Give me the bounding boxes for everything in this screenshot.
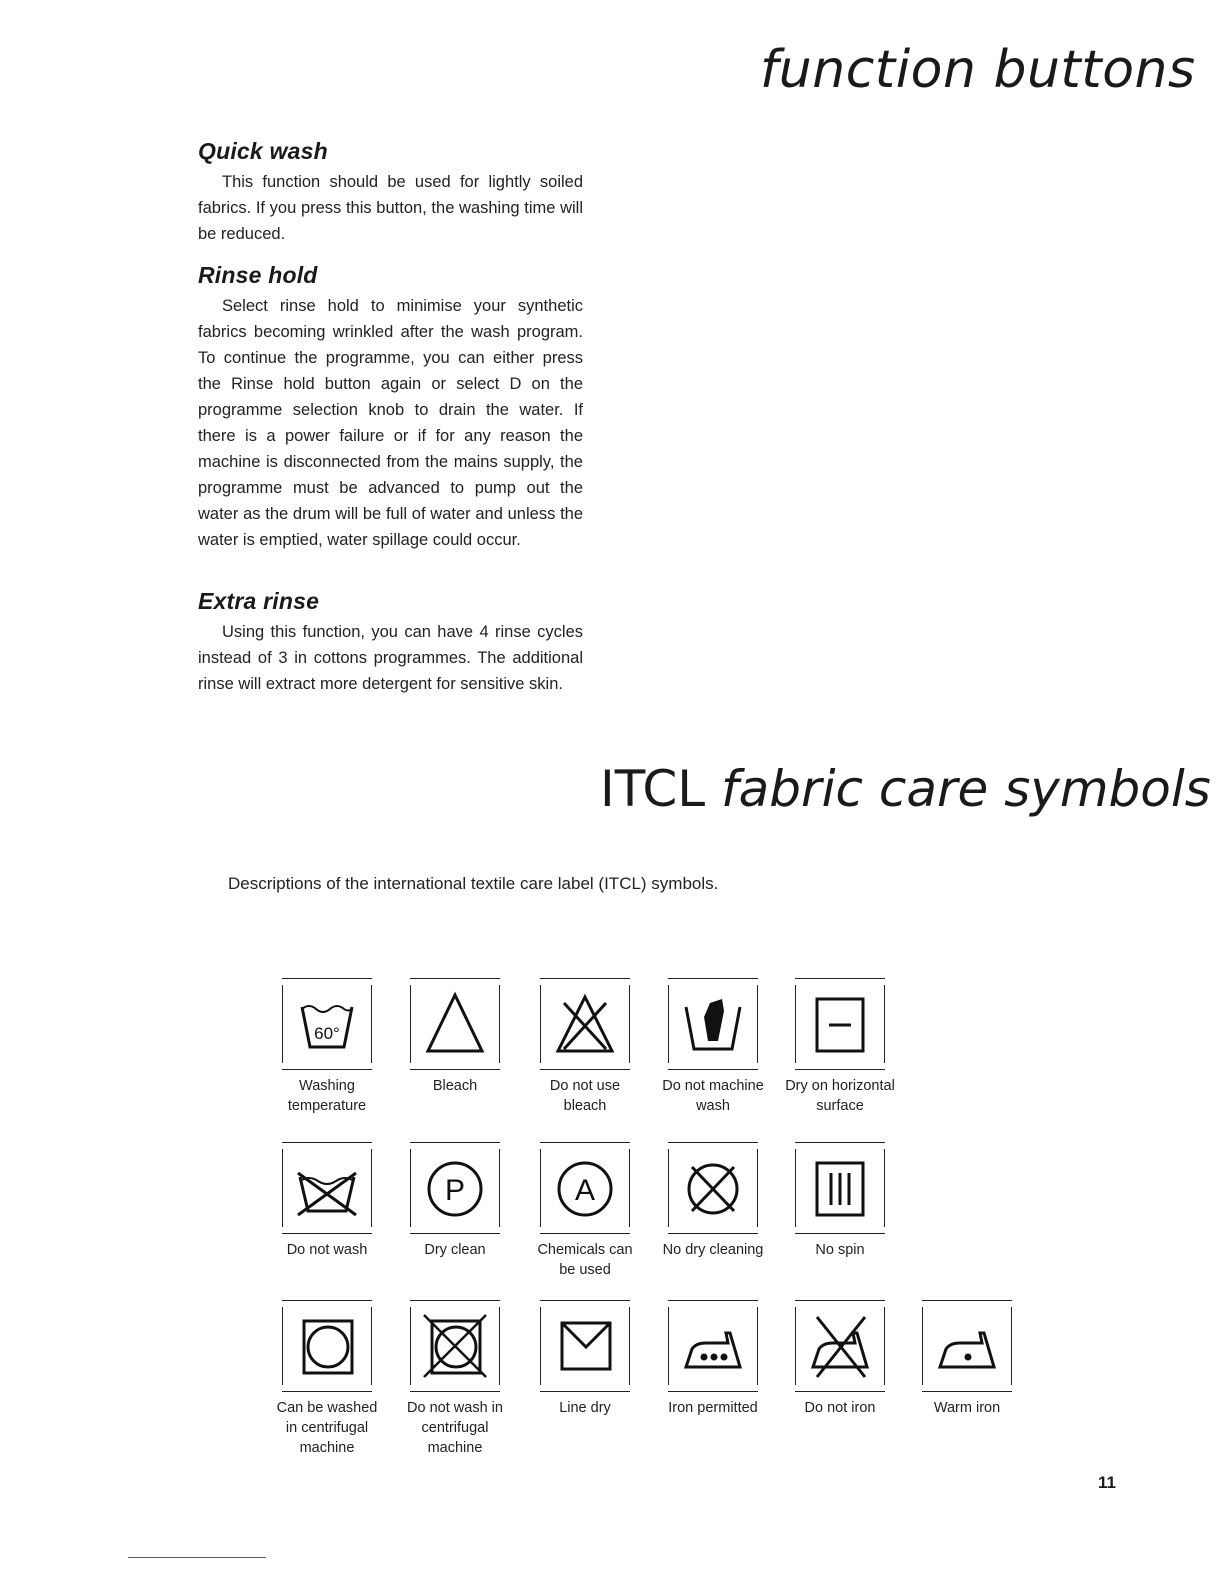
itcl-title-prefix: ITCL	[600, 760, 706, 818]
symbol-dry-on-horizontal-surface	[785, 978, 895, 1116]
section-text: Using this function, you can have 4 rinse cycles instead of 3 in cottons programmes. The additional rinse will extract more detergent for sensitive skin.	[198, 623, 583, 693]
quick-wash-section	[198, 138, 583, 247]
bleach-icon	[420, 989, 490, 1059]
dry-on-horizontal-surface-icon	[805, 989, 875, 1059]
can-be-washed-in-centrifugal-machine-icon	[292, 1311, 362, 1381]
symbol-label: Washing temperature	[287, 1078, 367, 1114]
iron-permitted-icon	[678, 1311, 748, 1381]
chemicals-can-be-used-icon	[550, 1153, 620, 1223]
symbol-label: Dry clean	[424, 1242, 486, 1258]
do-not-wash-icon	[292, 1153, 362, 1223]
no-spin-icon	[805, 1153, 875, 1223]
footer-rule	[128, 1557, 266, 1558]
washing-temperature-icon	[292, 989, 362, 1059]
dry-clean-icon	[420, 1153, 490, 1223]
chemicals-letter: A	[574, 1174, 596, 1207]
symbol-label: Do not wash	[286, 1242, 368, 1258]
symbol-washing-temperature	[272, 978, 382, 1116]
symbol-label: Iron permitted	[668, 1400, 758, 1416]
section-heading: Extra rinse	[198, 588, 320, 614]
section-heading: Quick wash	[198, 138, 328, 164]
symbol-label: Do not wash in centrifugal machine	[407, 1400, 503, 1456]
symbol-no-dry-cleaning	[658, 1142, 768, 1260]
symbol-do-not-wash	[272, 1142, 382, 1260]
symbol-label: Dry on horizontal surface	[785, 1078, 895, 1114]
do-not-wash-in-centrifugal-machine-icon	[420, 1311, 490, 1381]
dry-clean-letter: P	[444, 1174, 466, 1207]
do-not-use-bleach-icon	[550, 989, 620, 1059]
symbol-label: Do not machine wash	[662, 1078, 764, 1114]
warm-iron-icon	[932, 1311, 1002, 1381]
symbol-label: Do not iron	[804, 1400, 876, 1416]
section-heading: Rinse hold	[198, 262, 318, 288]
symbol-iron-permitted	[658, 1300, 768, 1418]
page-title: function buttons	[760, 40, 1196, 100]
page-number: 11	[1098, 1473, 1116, 1492]
symbol-label: Line dry	[559, 1400, 611, 1416]
symbol-do-not-use-bleach	[530, 978, 640, 1116]
symbol-label: No dry cleaning	[662, 1242, 764, 1258]
extra-rinse-section	[198, 588, 583, 697]
no-dry-cleaning-icon	[678, 1153, 748, 1223]
rinse-hold-section	[198, 262, 583, 553]
symbol-label: Can be washed in centrifugal machine	[276, 1400, 378, 1456]
do-not-iron-icon	[805, 1311, 875, 1381]
symbol-no-spin	[785, 1142, 895, 1260]
symbol-do-not-wash-in-centrifugal-machine	[400, 1300, 510, 1458]
line-dry-icon	[550, 1311, 620, 1381]
itcl-title	[600, 760, 1211, 818]
symbol-label: No spin	[815, 1242, 865, 1258]
symbol-can-be-washed-in-centrifugal-machine	[272, 1300, 382, 1458]
do-not-machine-wash-icon	[678, 989, 748, 1059]
symbol-label: Bleach	[432, 1078, 478, 1094]
symbol-label: Warm iron	[933, 1400, 1001, 1416]
symbol-label: Chemicals can be used	[537, 1242, 633, 1278]
symbol-dry-clean	[400, 1142, 510, 1260]
symbol-bleach	[400, 978, 510, 1096]
symbol-warm-iron	[912, 1300, 1022, 1418]
section-text: Select rinse hold to minimise your synthetic fabrics becoming wrinkled after the wash program. To continue the programme, you can either press the Rinse hold button again or select D on the programme selection knob to drain the water. If there is a power failure or if for any reason the machine is disconnected from the mains supply, the programme must be advanced to pump out the water as the drum will be full of water and unless the water is emptied, water spillage could occur.	[198, 297, 583, 549]
temperature-text: 60°	[314, 1024, 340, 1043]
symbol-label: Do not use bleach	[549, 1078, 621, 1114]
symbol-line-dry	[530, 1300, 640, 1418]
symbol-chemicals-can-be-used	[530, 1142, 640, 1280]
itcl-title-rest: fabric care symbols	[721, 760, 1211, 818]
symbol-do-not-machine-wash	[658, 978, 768, 1116]
itcl-description: Descriptions of the international textile care label (ITCL) symbols.	[228, 874, 719, 893]
symbol-do-not-iron	[785, 1300, 895, 1418]
section-text: This function should be used for lightly soiled fabrics. If you press this button, the washing time will be reduced.	[198, 173, 583, 243]
